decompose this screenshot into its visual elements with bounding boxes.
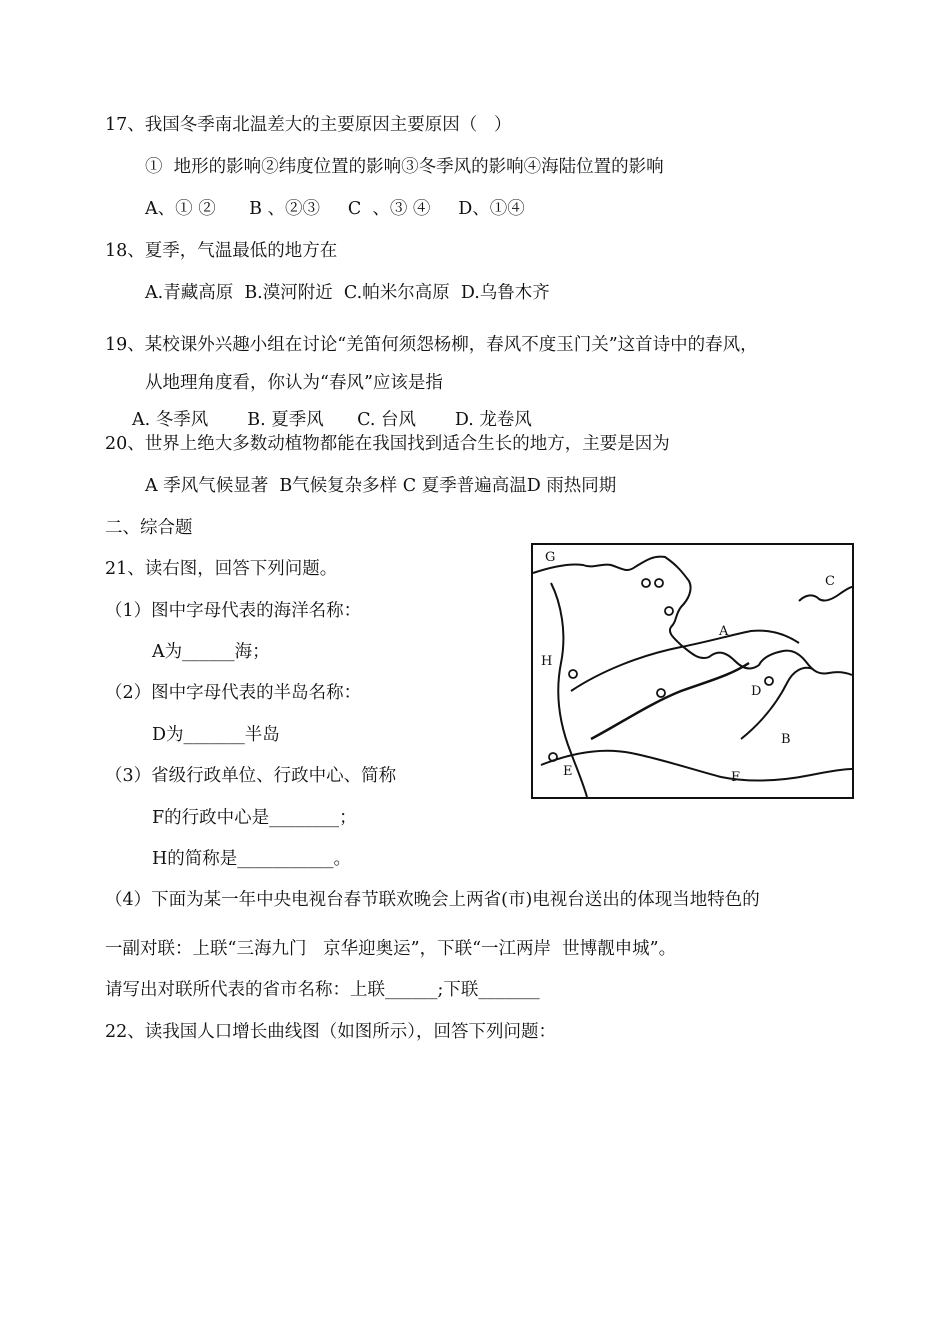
q20-options: A 季风气候显著 B气候复杂多样 C 夏季普遍高温D 雨热同期 xyxy=(145,476,617,496)
q21-part3-a: F的行政中心是________； xyxy=(152,808,357,828)
q17-factors: ① 地形的影响②纬度位置的影响③冬季风的影响④海陆位置的影响 xyxy=(145,157,664,177)
q21-part2-answer: D为_______半岛 xyxy=(152,725,280,745)
map-label-g: G xyxy=(545,550,556,565)
q20-stem: 20、世界上绝大多数动植物都能在我国找到适合生长的地方，主要是因为 xyxy=(105,434,670,454)
q21-part3-b: H的简称是___________。 xyxy=(152,849,352,869)
section-title: 二、综合题 xyxy=(105,518,193,538)
q21-stem: 21、读右图，回答下列问题。 xyxy=(105,559,338,579)
q19-stem-line2: 从地理角度看，你认为“春风”应该是指 xyxy=(145,373,443,393)
map-label-b: B xyxy=(781,732,791,747)
q18-options: A.青藏高原 B.漠河附近 C.帕米尔高原 D.乌鲁木齐 xyxy=(145,283,550,303)
q21-part1: （1）图中字母代表的海洋名称： xyxy=(105,601,362,621)
bohai-region-map xyxy=(531,543,854,799)
q17-options: A、① ② B 、②③ C 、③ ④ D、①④ xyxy=(145,199,525,219)
q21-part3: （3）省级行政单位、行政中心、简称 xyxy=(105,766,397,786)
q21-part4-line3: 请写出对联所代表的省市名称：上联______;下联_______ xyxy=(105,980,540,1000)
q21-part4: （4）下面为某一年中央电视台春节联欢晚会上两省(市)电视台送出的体现当地特色的 xyxy=(105,890,760,910)
q21-part4-line2: 一副对联：上联“三海九门 京华迎奥运”，下联“一江两岸 世博靓申城”。 xyxy=(105,939,677,959)
map-label-f: F xyxy=(731,770,741,785)
q22-stem: 22、读我国人口增长曲线图（如图所示），回答下列问题： xyxy=(105,1022,557,1042)
q21-part1-answer: A为______海； xyxy=(152,642,270,662)
q21-part2: （2）图中字母代表的半岛名称： xyxy=(105,683,362,703)
map-label-e: E xyxy=(563,764,573,779)
map-label-c: C xyxy=(825,574,835,589)
q18-stem: 18、夏季，气温最低的地方在 xyxy=(105,241,338,261)
map-label-a: A xyxy=(719,624,729,639)
q19-stem-line1: 19、某校课外兴趣小组在讨论“羌笛何须怨杨柳，春风不度玉门关”这首诗中的春风， xyxy=(105,335,758,355)
map-label-d: D xyxy=(751,684,762,699)
q17-stem: 17、我国冬季南北温差大的主要原因主要原因（ ） xyxy=(105,115,512,135)
map-label-h: H xyxy=(541,654,553,669)
q19-options: A. 冬季风 B. 夏季风 C. 台风 D. 龙卷风 xyxy=(132,410,532,430)
